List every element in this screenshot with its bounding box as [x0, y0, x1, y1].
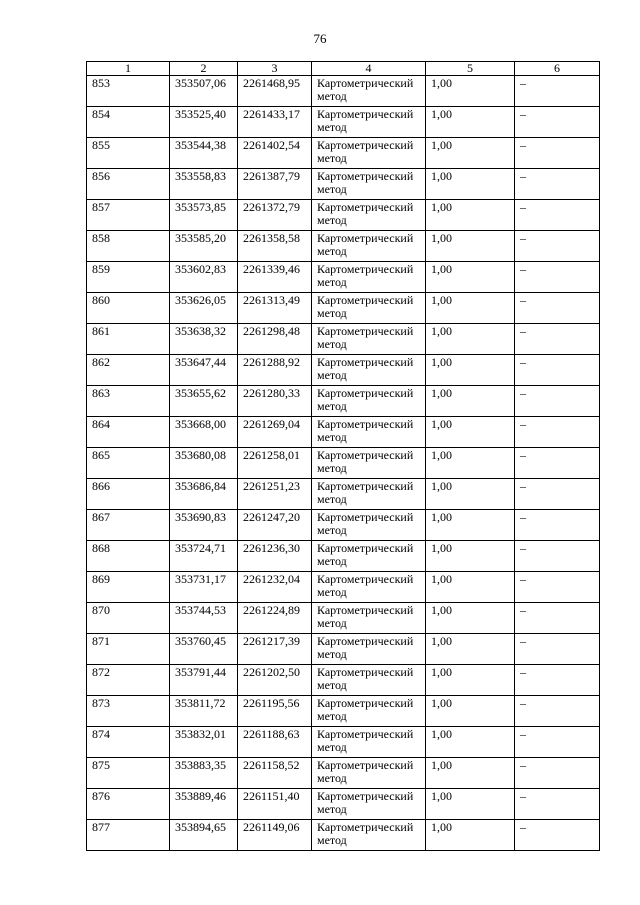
- accuracy-cell: 1,00: [426, 696, 515, 727]
- y-coordinate-cell: 2261188,63: [238, 727, 312, 758]
- point-number-cell: 872: [87, 665, 170, 696]
- method-cell: Картометрический метод: [312, 696, 426, 727]
- x-coordinate-cell: 353573,85: [170, 200, 238, 231]
- accuracy-cell: 1,00: [426, 386, 515, 417]
- table-row: [87, 820, 600, 851]
- x-coordinate-cell: 353602,83: [170, 262, 238, 293]
- table-row: [87, 479, 600, 510]
- description-cell: –: [515, 789, 600, 820]
- point-number-cell: 860: [87, 293, 170, 324]
- method-cell: Картометрический метод: [312, 107, 426, 138]
- y-coordinate-cell: 2261251,23: [238, 479, 312, 510]
- accuracy-cell: 1,00: [426, 262, 515, 293]
- point-number-cell: 853: [87, 76, 170, 107]
- point-number-cell: 858: [87, 231, 170, 262]
- point-number-cell: 865: [87, 448, 170, 479]
- accuracy-cell: 1,00: [426, 138, 515, 169]
- table-row: [87, 634, 600, 665]
- y-coordinate-cell: 2261372,79: [238, 200, 312, 231]
- y-coordinate-cell: 2261236,30: [238, 541, 312, 572]
- column-header: 1: [87, 62, 170, 76]
- y-coordinate-cell: 2261298,48: [238, 324, 312, 355]
- y-coordinate-cell: 2261224,89: [238, 603, 312, 634]
- point-number-cell: 870: [87, 603, 170, 634]
- x-coordinate-cell: 353724,71: [170, 541, 238, 572]
- accuracy-cell: 1,00: [426, 634, 515, 665]
- method-cell: Картометрический метод: [312, 324, 426, 355]
- accuracy-cell: 1,00: [426, 727, 515, 758]
- description-cell: –: [515, 665, 600, 696]
- x-coordinate-cell: 353585,20: [170, 231, 238, 262]
- x-coordinate-cell: 353647,44: [170, 355, 238, 386]
- point-number-cell: 854: [87, 107, 170, 138]
- y-coordinate-cell: 2261387,79: [238, 169, 312, 200]
- x-coordinate-cell: 353883,35: [170, 758, 238, 789]
- accuracy-cell: 1,00: [426, 107, 515, 138]
- description-cell: –: [515, 417, 600, 448]
- x-coordinate-cell: 353525,40: [170, 107, 238, 138]
- x-coordinate-cell: 353668,00: [170, 417, 238, 448]
- method-cell: Картометрический метод: [312, 603, 426, 634]
- description-cell: –: [515, 448, 600, 479]
- column-header: 5: [426, 62, 515, 76]
- method-cell: Картометрический метод: [312, 386, 426, 417]
- y-coordinate-cell: 2261402,54: [238, 138, 312, 169]
- description-cell: –: [515, 479, 600, 510]
- x-coordinate-cell: 353638,32: [170, 324, 238, 355]
- method-cell: Картометрический метод: [312, 231, 426, 262]
- method-cell: Картометрический метод: [312, 448, 426, 479]
- x-coordinate-cell: 353791,44: [170, 665, 238, 696]
- accuracy-cell: 1,00: [426, 820, 515, 851]
- method-cell: Картометрический метод: [312, 355, 426, 386]
- point-number-cell: 857: [87, 200, 170, 231]
- accuracy-cell: 1,00: [426, 169, 515, 200]
- y-coordinate-cell: 2261468,95: [238, 76, 312, 107]
- point-number-cell: 877: [87, 820, 170, 851]
- accuracy-cell: 1,00: [426, 293, 515, 324]
- method-cell: Картометрический метод: [312, 138, 426, 169]
- point-number-cell: 862: [87, 355, 170, 386]
- x-coordinate-cell: 353832,01: [170, 727, 238, 758]
- table-row: [87, 324, 600, 355]
- description-cell: –: [515, 386, 600, 417]
- table-row: [87, 727, 600, 758]
- description-cell: –: [515, 541, 600, 572]
- table-row: [87, 76, 600, 107]
- accuracy-cell: 1,00: [426, 603, 515, 634]
- x-coordinate-cell: 353690,83: [170, 510, 238, 541]
- description-cell: –: [515, 76, 600, 107]
- method-cell: Картометрический метод: [312, 727, 426, 758]
- point-number-cell: 861: [87, 324, 170, 355]
- description-cell: –: [515, 355, 600, 386]
- y-coordinate-cell: 2261313,49: [238, 293, 312, 324]
- x-coordinate-cell: 353744,53: [170, 603, 238, 634]
- description-cell: –: [515, 107, 600, 138]
- description-cell: –: [515, 262, 600, 293]
- method-cell: Картометрический метод: [312, 758, 426, 789]
- description-cell: –: [515, 696, 600, 727]
- accuracy-cell: 1,00: [426, 510, 515, 541]
- accuracy-cell: 1,00: [426, 479, 515, 510]
- description-cell: –: [515, 510, 600, 541]
- x-coordinate-cell: 353686,84: [170, 479, 238, 510]
- method-cell: Картометрический метод: [312, 76, 426, 107]
- point-number-cell: 856: [87, 169, 170, 200]
- accuracy-cell: 1,00: [426, 355, 515, 386]
- y-coordinate-cell: 2261358,58: [238, 231, 312, 262]
- y-coordinate-cell: 2261232,04: [238, 572, 312, 603]
- accuracy-cell: 1,00: [426, 448, 515, 479]
- accuracy-cell: 1,00: [426, 572, 515, 603]
- description-cell: –: [515, 634, 600, 665]
- accuracy-cell: 1,00: [426, 231, 515, 262]
- table-row: [87, 572, 600, 603]
- table-row: [87, 696, 600, 727]
- x-coordinate-cell: 353760,45: [170, 634, 238, 665]
- point-number-cell: 868: [87, 541, 170, 572]
- point-number-cell: 871: [87, 634, 170, 665]
- point-number-cell: 859: [87, 262, 170, 293]
- point-number-cell: 855: [87, 138, 170, 169]
- x-coordinate-cell: 353680,08: [170, 448, 238, 479]
- table-header-row: [87, 62, 600, 76]
- description-cell: –: [515, 138, 600, 169]
- y-coordinate-cell: 2261195,56: [238, 696, 312, 727]
- point-number-cell: 873: [87, 696, 170, 727]
- x-coordinate-cell: 353811,72: [170, 696, 238, 727]
- method-cell: Картометрический метод: [312, 572, 426, 603]
- description-cell: –: [515, 758, 600, 789]
- y-coordinate-cell: 2261247,20: [238, 510, 312, 541]
- x-coordinate-cell: 353626,05: [170, 293, 238, 324]
- accuracy-cell: 1,00: [426, 76, 515, 107]
- table-row: [87, 510, 600, 541]
- accuracy-cell: 1,00: [426, 417, 515, 448]
- accuracy-cell: 1,00: [426, 200, 515, 231]
- y-coordinate-cell: 2261269,04: [238, 417, 312, 448]
- table-row: [87, 417, 600, 448]
- method-cell: Картометрический метод: [312, 510, 426, 541]
- table-row: [87, 386, 600, 417]
- table-row: [87, 758, 600, 789]
- description-cell: –: [515, 200, 600, 231]
- method-cell: Картометрический метод: [312, 541, 426, 572]
- method-cell: Картометрический метод: [312, 634, 426, 665]
- column-header: 6: [515, 62, 600, 76]
- point-number-cell: 876: [87, 789, 170, 820]
- y-coordinate-cell: 2261149,06: [238, 820, 312, 851]
- y-coordinate-cell: 2261202,50: [238, 665, 312, 696]
- x-coordinate-cell: 353544,38: [170, 138, 238, 169]
- y-coordinate-cell: 2261217,39: [238, 634, 312, 665]
- y-coordinate-cell: 2261258,01: [238, 448, 312, 479]
- description-cell: –: [515, 169, 600, 200]
- description-cell: –: [515, 293, 600, 324]
- point-number-cell: 869: [87, 572, 170, 603]
- x-coordinate-cell: 353655,62: [170, 386, 238, 417]
- table-row: [87, 169, 600, 200]
- table-row: [87, 355, 600, 386]
- accuracy-cell: 1,00: [426, 789, 515, 820]
- accuracy-cell: 1,00: [426, 541, 515, 572]
- y-coordinate-cell: 2261433,17: [238, 107, 312, 138]
- column-header: 4: [312, 62, 426, 76]
- column-header: 2: [170, 62, 238, 76]
- point-number-cell: 863: [87, 386, 170, 417]
- table-row: [87, 262, 600, 293]
- accuracy-cell: 1,00: [426, 665, 515, 696]
- point-number-cell: 866: [87, 479, 170, 510]
- x-coordinate-cell: 353731,17: [170, 572, 238, 603]
- x-coordinate-cell: 353894,65: [170, 820, 238, 851]
- point-number-cell: 864: [87, 417, 170, 448]
- coordinates-table: [86, 61, 600, 851]
- y-coordinate-cell: 2261280,33: [238, 386, 312, 417]
- table-row: [87, 107, 600, 138]
- table-row: [87, 293, 600, 324]
- x-coordinate-cell: 353507,06: [170, 76, 238, 107]
- method-cell: Картометрический метод: [312, 200, 426, 231]
- accuracy-cell: 1,00: [426, 324, 515, 355]
- table-row: [87, 665, 600, 696]
- method-cell: Картометрический метод: [312, 665, 426, 696]
- description-cell: –: [515, 231, 600, 262]
- column-header: 3: [238, 62, 312, 76]
- point-number-cell: 874: [87, 727, 170, 758]
- table-row: [87, 541, 600, 572]
- method-cell: Картометрический метод: [312, 479, 426, 510]
- table-row: [87, 603, 600, 634]
- table-row: [87, 448, 600, 479]
- y-coordinate-cell: 2261288,92: [238, 355, 312, 386]
- y-coordinate-cell: 2261158,52: [238, 758, 312, 789]
- page-number: 76: [313, 31, 327, 46]
- point-number-cell: 867: [87, 510, 170, 541]
- method-cell: Картометрический метод: [312, 293, 426, 324]
- method-cell: Картометрический метод: [312, 417, 426, 448]
- description-cell: –: [515, 820, 600, 851]
- table-row: [87, 789, 600, 820]
- table-row: [87, 200, 600, 231]
- method-cell: Картометрический метод: [312, 262, 426, 293]
- method-cell: Картометрический метод: [312, 789, 426, 820]
- method-cell: Картометрический метод: [312, 820, 426, 851]
- y-coordinate-cell: 2261339,46: [238, 262, 312, 293]
- table-body: [87, 76, 600, 851]
- table-row: [87, 231, 600, 262]
- table-row: [87, 138, 600, 169]
- description-cell: –: [515, 572, 600, 603]
- point-number-cell: 875: [87, 758, 170, 789]
- description-cell: –: [515, 324, 600, 355]
- method-cell: Картометрический метод: [312, 169, 426, 200]
- description-cell: –: [515, 603, 600, 634]
- x-coordinate-cell: 353889,46: [170, 789, 238, 820]
- x-coordinate-cell: 353558,83: [170, 169, 238, 200]
- accuracy-cell: 1,00: [426, 758, 515, 789]
- y-coordinate-cell: 2261151,40: [238, 789, 312, 820]
- description-cell: –: [515, 727, 600, 758]
